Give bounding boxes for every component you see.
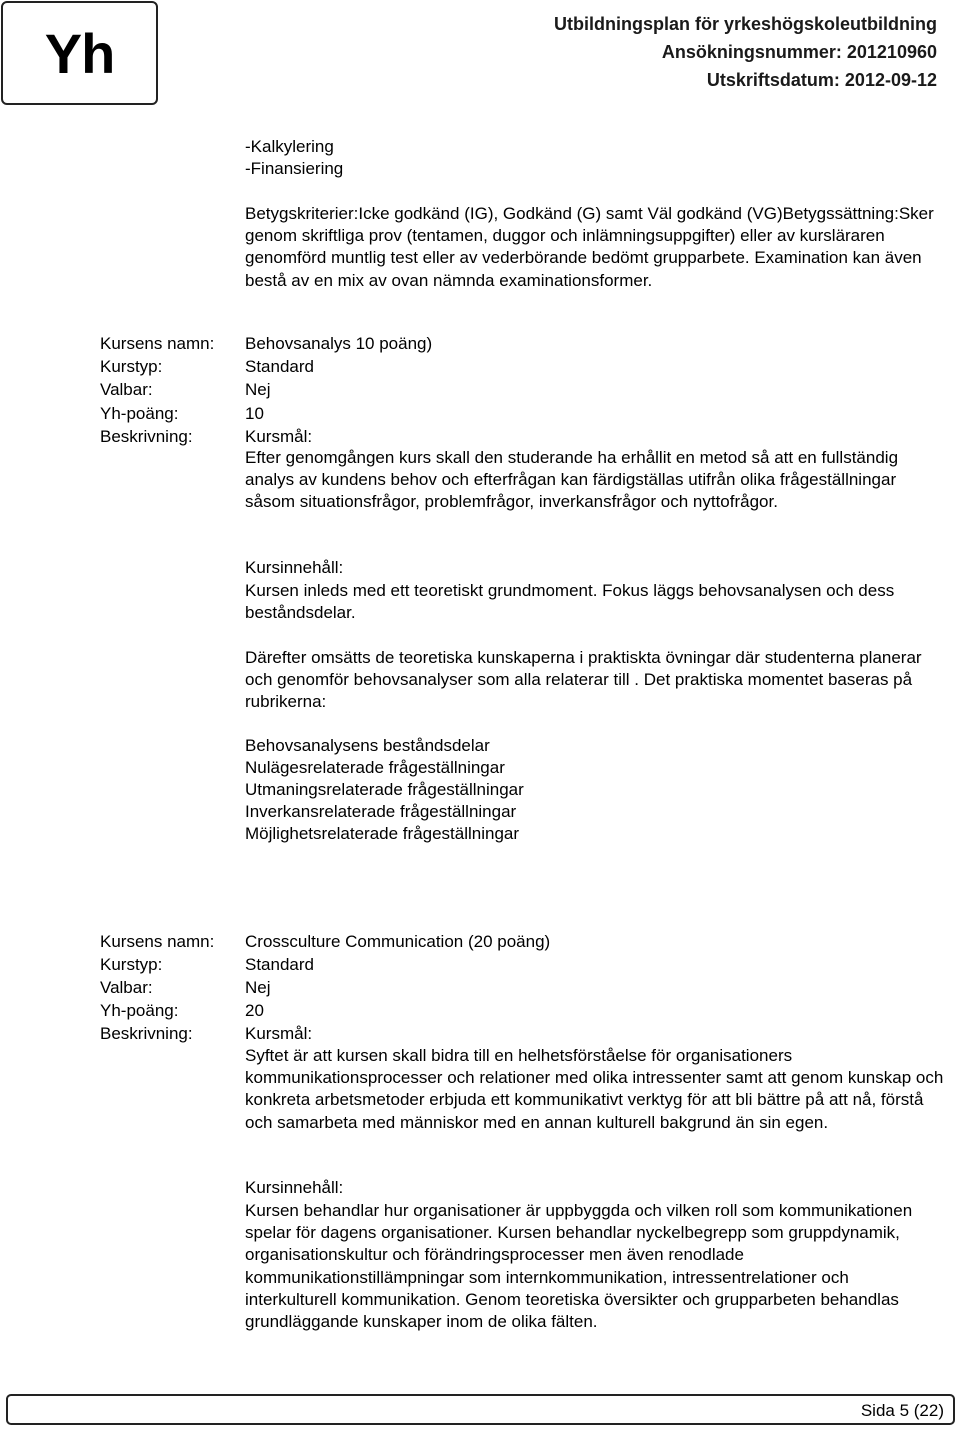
course-name: Behovsanalys 10 poäng) [245,334,433,353]
topic-list-item: Inverkansrelaterade frågeställningar [245,802,517,821]
course-name-label: Kursens namn: [100,334,215,353]
course2-optional-row [100,977,960,1000]
course2-points-row [100,1000,960,1023]
goal-heading: Kursmål: [245,1024,313,1043]
course2-name-row [100,931,960,954]
course1-optional-row [100,379,960,402]
optional-value: Nej [245,978,271,997]
document-header [554,10,937,94]
points-label: Yh-poäng: [100,1001,179,1020]
course1-content-heading: Kursinnehåll: [245,558,344,577]
course-type-label: Kurstyp: [100,955,163,974]
grading-paragraph: Betygskriterier:Icke godkänd (IG), Godkänd (G) samt Väl godkänd (VG)Betygssättning:Sker genom skriftliga prov (tentamen, duggor och inlämningsuppgifter) eller av kursläraren genomförd muntlig test eller av vederbörande bedömt grupparbete. Examination kan även bestå av en mix av ovan nämnda examinationsformer. [245,204,934,290]
course-name-label: Kursens namn: [100,932,215,951]
topic-list-item: Möjlighetsrelaterade frågeställningar [245,824,520,843]
course-name: Crossculture Communication (20 poäng) [245,932,551,951]
intro-line: -Kalkylering [245,137,334,156]
course1-content-text-2: Därefter omsätts de teoretiska kunskaperna i praktiskta övningar där studenterna planerar och genomför behovsanalyser som alla relaterar till . Det praktiska momentet baseras på rubrikerna: [245,648,922,712]
page-number: Sida 5 (22) [860,1401,944,1420]
description-label: Beskrivning: [100,427,193,446]
optional-label: Valbar: [100,978,153,997]
course2-type-row [100,954,960,977]
course1-content-text: Kursen inleds med ett teoretiskt grundmoment. Fokus läggs behovsanalysen och dess beståndsdelar. [245,581,895,623]
course2-description-row [100,1023,960,1046]
points-value: 20 [245,1001,264,1020]
course1-description-row [100,426,960,449]
logo-text: Yh [44,21,115,85]
application-number: Ansökningsnummer: 201210960 [661,42,937,62]
page-footer [6,1394,955,1425]
course-type: Standard [245,955,314,974]
course1-goal-text: Efter genomgången kurs skall den studerande ha erhållit en metod så att en fullständig analys av kundens behov och efterfrågan kan färdigställas utifrån olika frågeställningar såsom situationsfrågor, problemfrågor, inverkansfrågor och nyttofrågor. [245,448,899,512]
course2-content-heading: Kursinnehåll: [245,1178,344,1197]
intro-line: -Finansiering [245,159,344,178]
points-label: Yh-poäng: [100,404,179,423]
document-title: Utbildningsplan för yrkeshögskoleutbildning [553,14,937,34]
topic-list-item: Utmaningsrelaterade frågeställningar [245,780,524,799]
yh-logo [1,1,158,105]
course-type-label: Kurstyp: [100,357,163,376]
optional-value: Nej [245,380,271,399]
optional-label: Valbar: [100,380,153,399]
course-type: Standard [245,357,314,376]
course1-type-row [100,356,960,379]
course1-name-row [100,333,960,356]
course1-points-row [100,403,960,426]
topic-list-item: Behovsanalysens beståndsdelar [245,736,490,755]
topic-list-item: Nulägesrelaterade frågeställningar [245,758,505,777]
description-label: Beskrivning: [100,1024,193,1043]
goal-heading: Kursmål: [245,427,313,446]
print-date: Utskriftsdatum: 2012-09-12 [706,70,937,90]
points-value: 10 [245,404,264,423]
course2-goal-text: Syftet är att kursen skall bidra till en helhetsförståelse för organisationers kommunikationsprocesser och relationer med olika intressenter samt att genom kunskap och konkreta arbetsmetoder erbjuda ett kommunikativt verktyg för att bli bättre på att nå, förstå och samarbeta med människor med en annan kulturell bakgrund än sin egen. [245,1046,944,1132]
course2-content-text: Kursen behandlar hur organisationer är uppbyggda och vilken roll som kommunikationen spelar för dagens organisationer. Kursen behandlar nyckelbegrepp som gruppdynamik, organisationskultur och förändringsprocesser men även renodlade kommunikationstillämpningar som internkommunikation, intressentrelationer och interkulturell kommunikation. Genom teoretiska översikter och grupparbeten behandlas grundläggande kunskaper inom de olika fälten. [245,1201,913,1332]
